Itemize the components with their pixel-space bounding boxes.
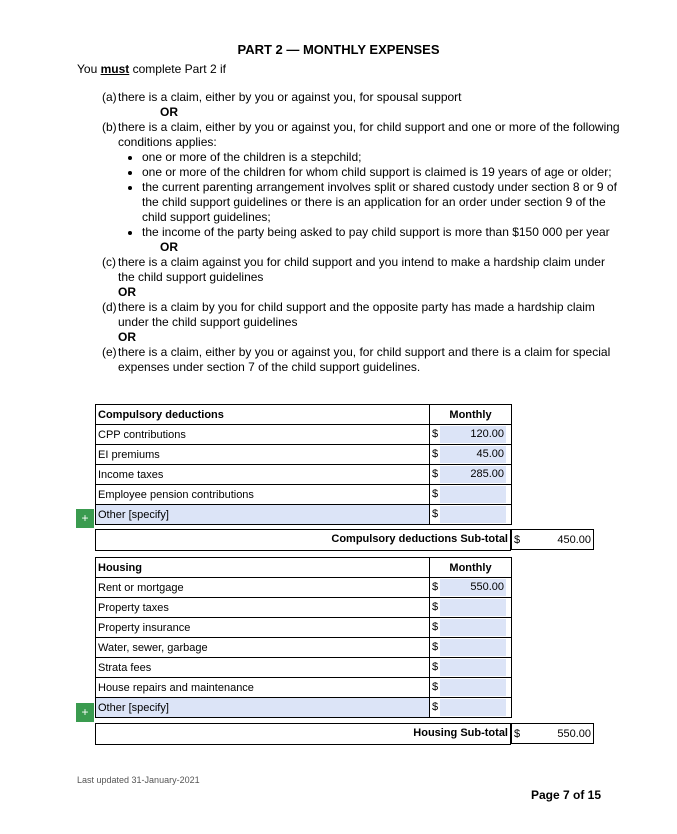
row-label: EI premiums [96, 445, 430, 465]
or-separator: OR [118, 330, 136, 344]
row-label: Strata fees [96, 658, 430, 678]
row-label: Employee pension contributions [96, 485, 430, 505]
monthly-header: Monthly [430, 558, 512, 578]
amount-input[interactable] [440, 639, 506, 656]
condition-b: (b) there is a claim, either by you or against you, for child support and one or more of the following conditions applies: [102, 120, 620, 149]
amount-input[interactable] [440, 506, 506, 523]
page-title: PART 2 — MONTHLY EXPENSES [237, 42, 440, 57]
compulsory-deductions-table [95, 404, 512, 525]
table-row [96, 425, 512, 445]
add-row-button[interactable] [76, 703, 94, 722]
other-specify-input[interactable]: Other [specify] [96, 698, 430, 718]
or-separator: OR [160, 240, 178, 254]
section-header: Compulsory deductions [96, 405, 430, 425]
table-row [96, 698, 512, 718]
row-label: Property taxes [96, 598, 430, 618]
subtotal-label: Housing Sub-total [413, 727, 508, 739]
table-row [96, 445, 512, 465]
condition-e: (e) there is a claim, either by you or against you, for child support and there is a claim for special expenses under section 7 of the child support guidelines. [102, 345, 611, 374]
table-header-row [96, 558, 512, 578]
currency-sign: $ [432, 641, 439, 654]
row-label: CPP contributions [96, 425, 430, 445]
row-label: Property insurance [96, 618, 430, 638]
amount-input[interactable] [440, 619, 506, 636]
condition-b-bullets [102, 150, 622, 240]
amount-input[interactable] [440, 679, 506, 696]
must-emphasis: must [100, 62, 130, 76]
or-separator: OR [118, 285, 136, 299]
table-row [96, 598, 512, 618]
amount-input[interactable]: 45.00 [440, 446, 506, 463]
amount-input[interactable] [440, 699, 506, 716]
subtotal-value: $ 550.00 [511, 723, 594, 744]
list-item: • one or more of the children for whom child support is claimed is 19 years of age or older; [142, 165, 622, 180]
table-row [96, 678, 512, 698]
table-row [96, 658, 512, 678]
table-row [96, 505, 512, 525]
amount-input[interactable] [440, 659, 506, 676]
conditions-list [102, 90, 622, 375]
amount-input[interactable]: 550.00 [440, 579, 506, 596]
intro-text: You must complete Part 2 if [77, 62, 226, 76]
table-row [96, 485, 512, 505]
amount-input[interactable] [440, 599, 506, 616]
currency-sign: $ [432, 468, 439, 481]
condition-c: (c) there is a claim against you for child support and you intend to make a hardship claim under the child support guidelines [102, 255, 605, 284]
currency-sign: $ [432, 701, 439, 714]
table-header-row [96, 405, 512, 425]
row-label: Income taxes [96, 465, 430, 485]
currency-sign: $ [432, 448, 439, 461]
subtotal-value: $ 450.00 [511, 529, 594, 550]
page-number: Page 7 of 15 [531, 788, 602, 802]
other-specify-input[interactable]: Other [specify] [96, 505, 430, 525]
row-label: Rent or mortgage [96, 578, 430, 598]
currency-sign: $ [432, 508, 439, 521]
or-separator: OR [160, 105, 178, 119]
currency-sign: $ [432, 661, 439, 674]
table-row [96, 578, 512, 598]
condition-a: (a) there is a claim, either by you or against you, for spousal support [102, 90, 462, 104]
currency-sign: $ [432, 601, 439, 614]
monthly-header: Monthly [430, 405, 512, 425]
row-label: House repairs and maintenance [96, 678, 430, 698]
section-header: Housing [96, 558, 430, 578]
add-row-button[interactable] [76, 509, 94, 528]
amount-input[interactable]: 285.00 [440, 466, 506, 483]
currency-sign: $ [432, 428, 439, 441]
last-updated: Last updated 31-January-2021 [77, 775, 200, 785]
list-item: • the current parenting arrangement involves split or shared custody under section 8 or 9 of the child support guidelines or there is an application for an order under section 9 of the child support guidelines; [142, 180, 622, 225]
housing-table [95, 557, 512, 718]
amount-input[interactable]: 120.00 [440, 426, 506, 443]
currency-sign: $ [432, 581, 439, 594]
list-item: • one or more of the children is a stepchild; [142, 150, 622, 165]
table-row [96, 638, 512, 658]
subtotal-label: Compulsory deductions Sub-total [331, 533, 508, 545]
amount-input[interactable] [440, 486, 506, 503]
plus-icon: + [81, 705, 89, 719]
condition-d: (d) there is a claim by you for child support and the opposite party has made a hardship claim under the child support guidelines [102, 300, 595, 329]
plus-icon: + [81, 511, 89, 525]
table-row [96, 618, 512, 638]
row-label: Water, sewer, garbage [96, 638, 430, 658]
list-item: • the income of the party being asked to pay child support is more than $150 000 per year [142, 225, 622, 240]
table-row [96, 465, 512, 485]
currency-sign: $ [432, 621, 439, 634]
currency-sign: $ [432, 681, 439, 694]
currency-sign: $ [432, 488, 439, 501]
